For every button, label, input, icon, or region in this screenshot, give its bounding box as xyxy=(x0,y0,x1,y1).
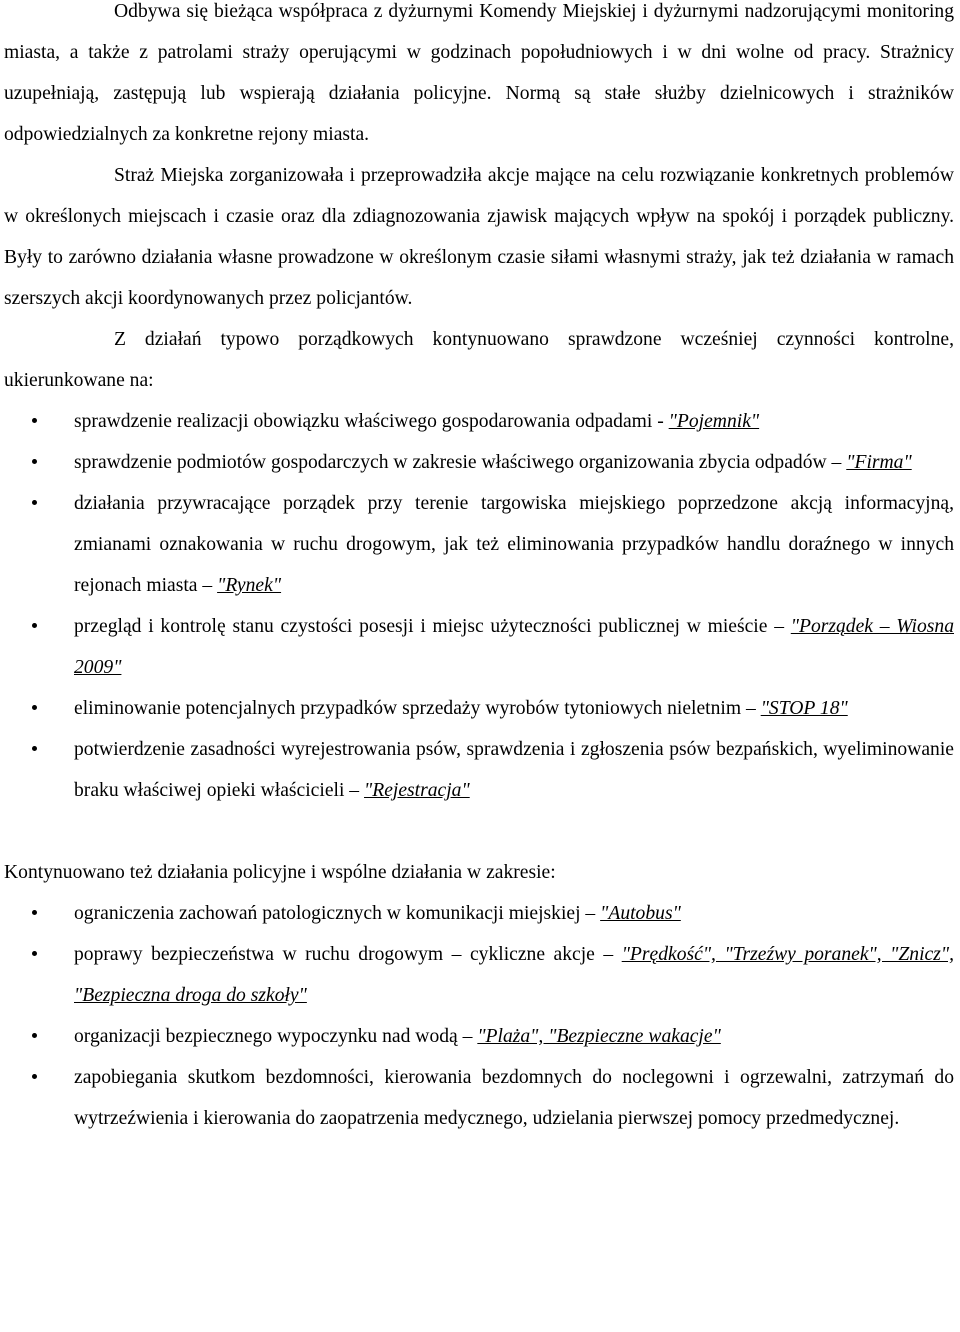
bullet-icon xyxy=(32,746,37,751)
joint-actions-list xyxy=(4,893,954,1139)
bullet-icon xyxy=(32,1074,37,1079)
list-item: zapobiegania skutkom bezdomności, kierowania bezdomnych do noclegowni i ogrzewalni, zatrzymań do wytrzeźwienia i kierowania do zaopatrzenia medycznego, udzielania pierwszej pomocy przedmedycznej. xyxy=(4,1057,954,1139)
list-item: działania przywracające porządek przy terenie targowiska miejskiego poprzedzone akcją informacyjną, zmianami oznakowania w ruchu drogowym, jak też eliminowania przypadków handlu doraźnego w innych rejonach miasta – "Rynek" xyxy=(4,483,954,606)
control-actions-list xyxy=(4,401,954,811)
action-name: "Rejestracja" xyxy=(364,780,470,801)
list-item: poprawy bezpieczeństwa w ruchu drogowym – cykliczne akcje – "Prędkość", "Trzeźwy poranek", "Znicz", "Bezpieczna droga do szkoły" xyxy=(4,934,954,1016)
bullet-icon xyxy=(32,1033,37,1038)
bullet-icon xyxy=(32,459,37,464)
action-name: "Rynek" xyxy=(217,575,282,596)
action-name: "Plaża", "Bezpieczne wakacje" xyxy=(477,1026,721,1047)
list-item: sprawdzenie podmiotów gospodarczych w zakresie właściwego organizowania zbycia odpadów – "Firma" xyxy=(4,442,954,483)
bullet-icon xyxy=(32,623,37,628)
action-name: "STOP 18" xyxy=(760,698,848,719)
bullet-icon xyxy=(32,705,37,710)
paragraph-actions: Straż Miejska zorganizowała i przeprowadziła akcje mające na celu rozwiązanie konkretnych problemów w określonych miejscach i czasie oraz dla zdiagnozowania zjawisk mających wpływ na spokój i porządek publiczny. Były to zarówno działania własne prowadzone w określonym czasie siłami własnymi straży, jak też działania w ramach szerszych akcji koordynowanych przez policjantów. xyxy=(4,165,954,309)
document-page xyxy=(4,0,954,1139)
action-name: "Firma" xyxy=(846,452,912,473)
action-name: "Prędkość", "Trzeźwy poranek", "Znicz", "Bezpieczna droga do szkoły" xyxy=(74,944,954,1006)
action-name: "Porządek – Wiosna 2009" xyxy=(74,616,954,678)
paragraph-cooperation: Odbywa się bieżąca współpraca z dyżurnymi Komendy Miejskiej i dyżurnymi nadzorującymi monitoring miasta, a także z patrolami straży operującymi w godzinach popołudniowych i w dni wolne od pracy. Strażnicy uzupełniają, zastępują lub wspierają działania policyjne. Normą są stałe służby dzielnicowych i strażników odpowiedzialnych za konkretne rejony miasta. xyxy=(4,1,954,145)
list-item: eliminowanie potencjalnych przypadków sprzedaży wyrobów tytoniowych nieletnim – "STOP 18" xyxy=(4,688,954,729)
action-name: "Autobus" xyxy=(600,903,681,924)
bullet-icon xyxy=(32,910,37,915)
section-spacer xyxy=(4,811,954,852)
list-item: przegląd i kontrolę stanu czystości posesji i miejsc użyteczności publicznej w mieście – "Porządek – Wiosna 2009" xyxy=(4,606,954,688)
list-item: sprawdzenie realizacji obowiązku właściwego gospodarowania odpadami - "Pojemnik" xyxy=(4,401,954,442)
bullet-icon xyxy=(32,951,37,956)
paragraph-control-intro: Z działań typowo porządkowych kontynuowano sprawdzone wcześniej czynności kontrolne, ukierunkowane na: xyxy=(4,329,954,391)
bullet-icon xyxy=(32,418,37,423)
list-item: ograniczenia zachowań patologicznych w komunikacji miejskiej – "Autobus" xyxy=(4,893,954,934)
list-item: potwierdzenie zasadności wyrejestrowania psów, sprawdzenia i zgłoszenia psów bezpańskich, wyeliminowanie braku właściwej opieki właścicieli – "Rejestracja" xyxy=(4,729,954,811)
list-item: organizacji bezpiecznego wypoczynku nad wodą – "Plaża", "Bezpieczne wakacje" xyxy=(4,1016,954,1057)
bullet-icon xyxy=(32,500,37,505)
action-name: "Pojemnik" xyxy=(668,411,760,432)
paragraph-joint-intro: Kontynuowano też działania policyjne i wspólne działania w zakresie: xyxy=(4,862,556,883)
